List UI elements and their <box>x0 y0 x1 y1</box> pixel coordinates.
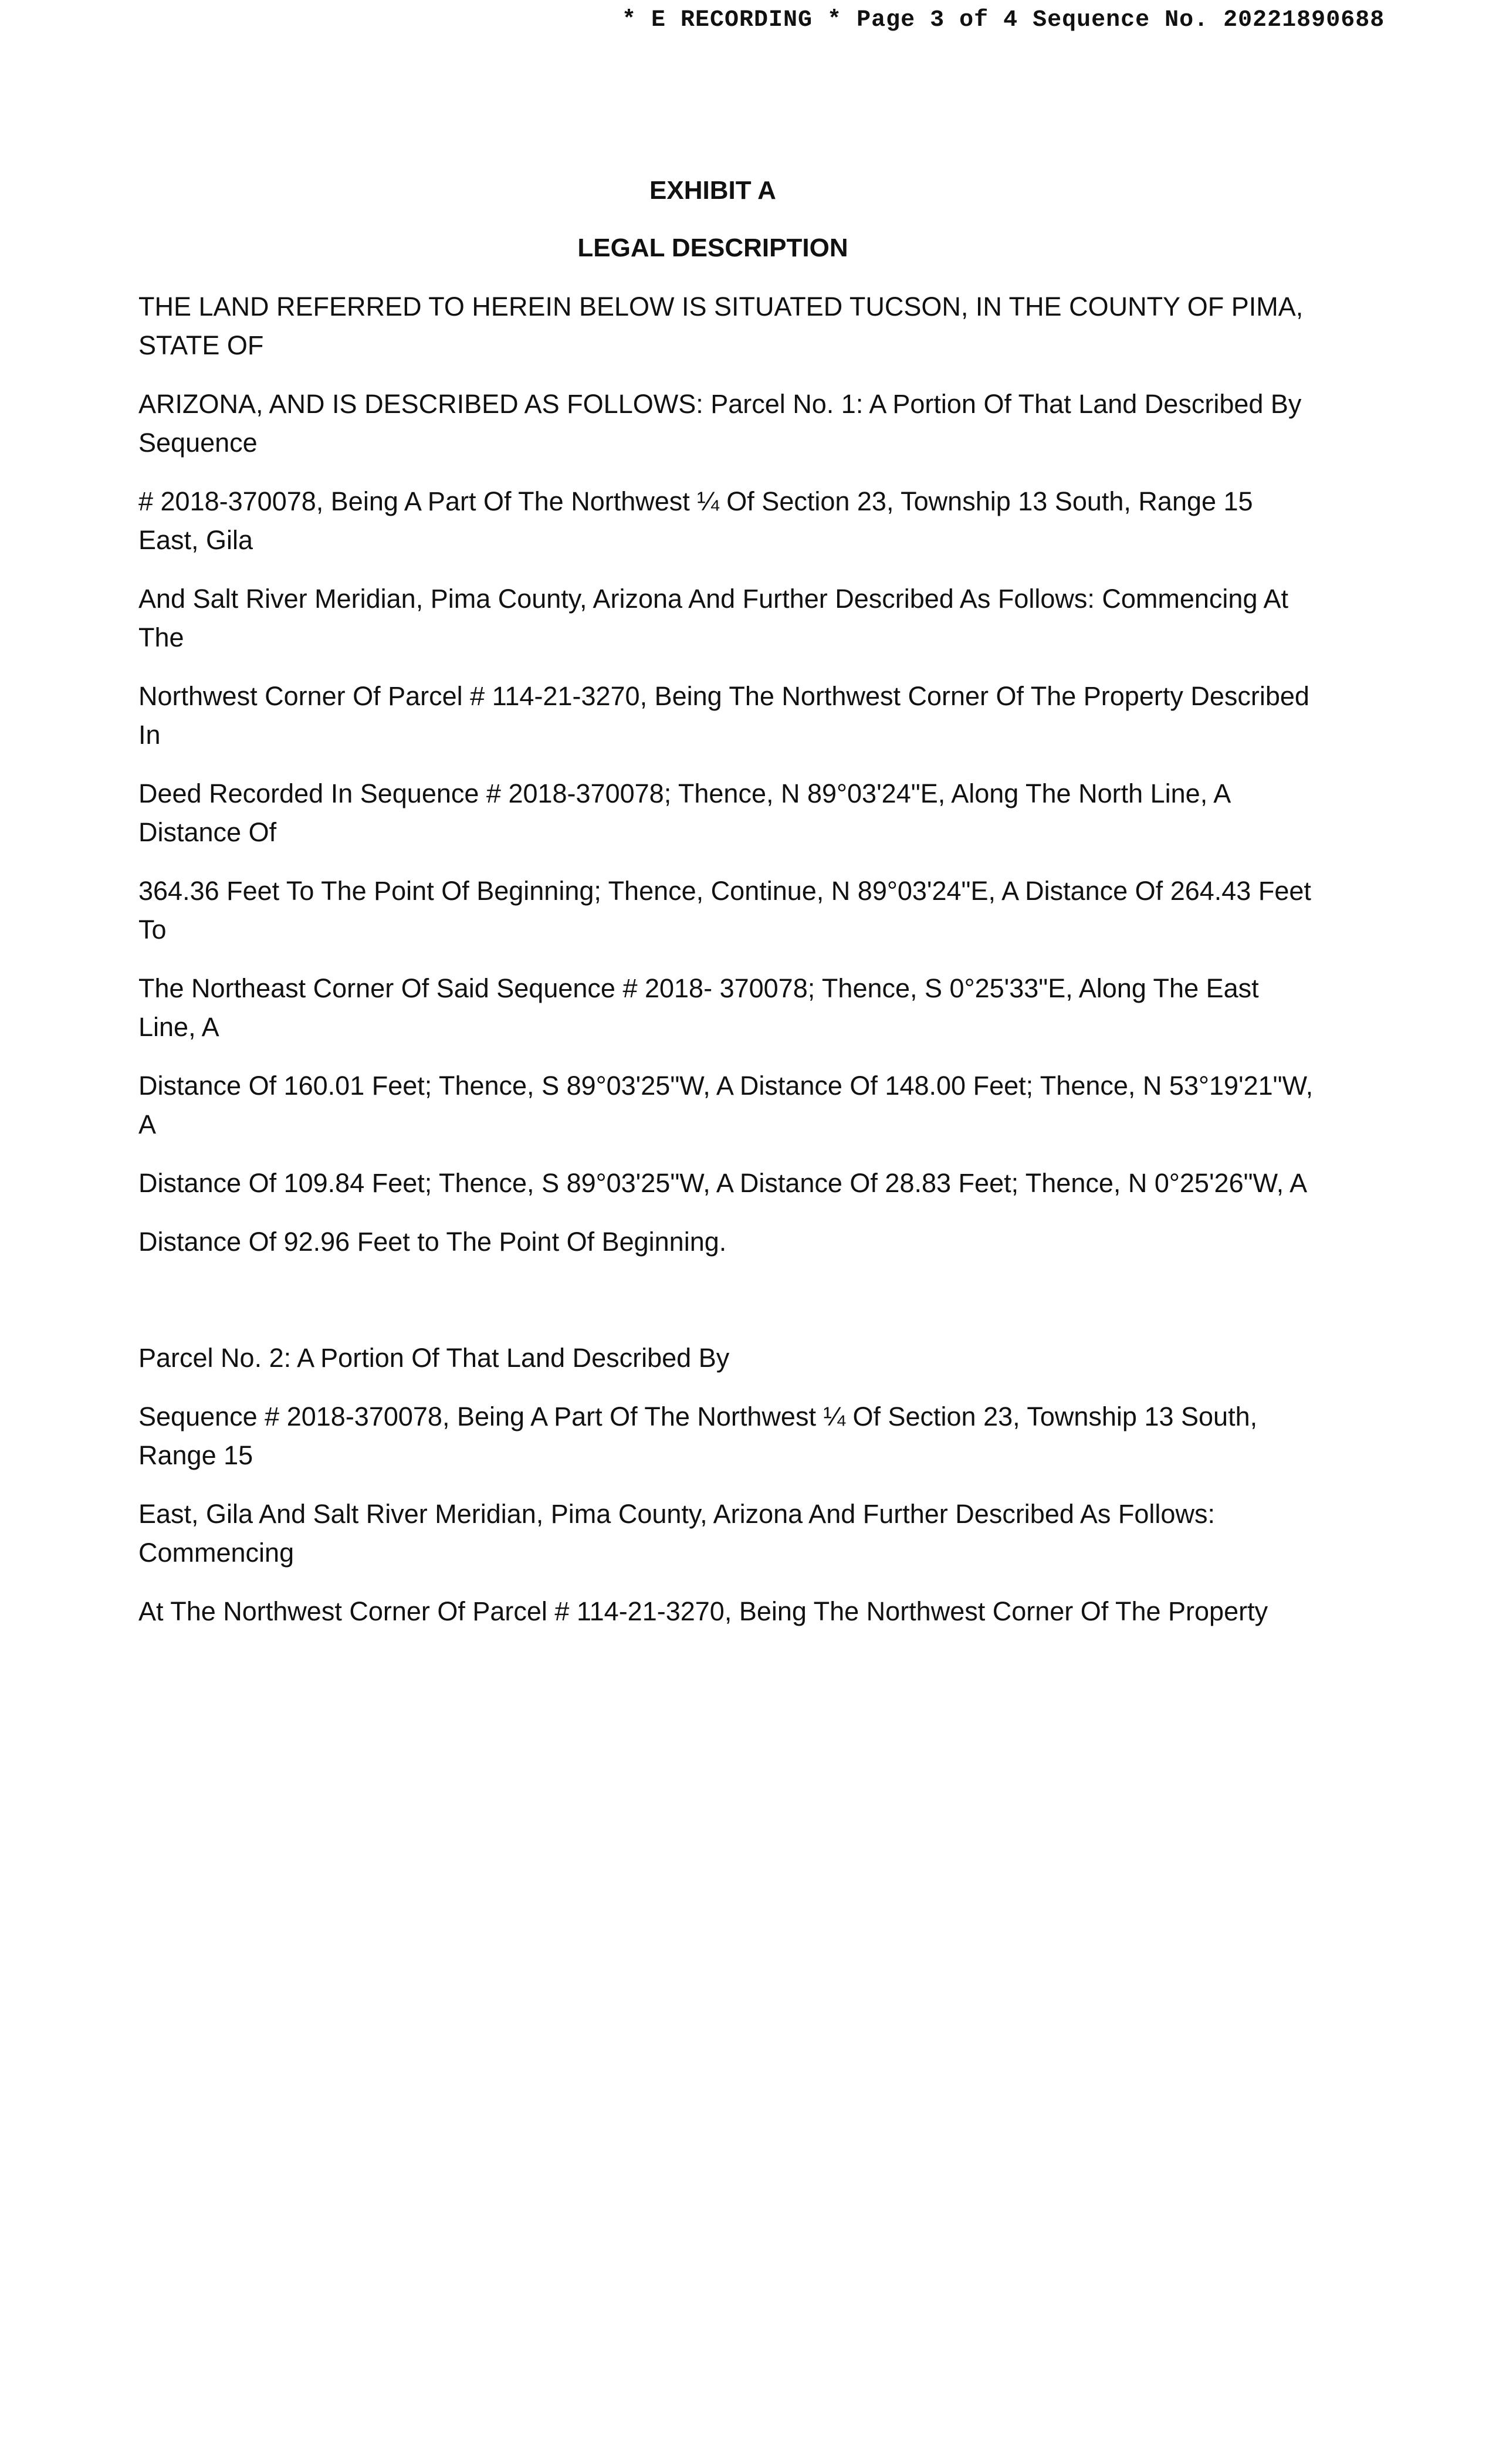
paragraph: Parcel No. 2: A Portion Of That Land Described By <box>138 1343 730 1373</box>
paragraph: At The Northwest Corner Of Parcel # 114-21-3270, Being The Northwest Corner Of The Property <box>138 1596 1268 1626</box>
paragraph: THE LAND REFERRED TO HEREIN BELOW IS SITUATED TUCSON, IN THE COUNTY OF PIMA, STATE OF <box>138 292 1304 360</box>
section-spacer <box>138 1281 1318 1339</box>
paragraph: The Northeast Corner Of Said Sequence # 2018- 370078; Thence, S 0°25'33"E, Along The East Line, A <box>138 973 1259 1042</box>
paragraph: And Salt River Meridian, Pima County, Arizona And Further Described As Follows: Commencing At The <box>138 584 1289 652</box>
paragraph: Northwest Corner Of Parcel # 114-21-3270, Being The Northwest Corner Of The Property Described In <box>138 681 1309 750</box>
legal-description-title: LEGAL DESCRIPTION <box>577 233 848 262</box>
paragraph: Distance Of 160.01 Feet; Thence, S 89°03'25"W, A Distance Of 148.00 Feet; Thence, N 53°19'21"W, A <box>138 1071 1314 1139</box>
legal-description-body <box>138 287 1318 1651</box>
recording-header: * E RECORDING * Page 3 of 4 Sequence No. 20221890688 <box>622 7 1385 33</box>
paragraph: East, Gila And Salt River Meridian, Pima County, Arizona And Further Described As Follows: Commencing <box>138 1499 1215 1568</box>
paragraph: Distance Of 109.84 Feet; Thence, S 89°03'25"W, A Distance Of 28.83 Feet; Thence, N 0°25'26"W, A <box>138 1168 1308 1198</box>
paragraph: ARIZONA, AND IS DESCRIBED AS FOLLOWS: Parcel No. 1: A Portion Of That Land Described By Sequence <box>138 389 1302 458</box>
paragraph: 364.36 Feet To The Point Of Beginning; Thence, Continue, N 89°03'24"E, A Distance Of 264.43 Feet To <box>138 876 1311 945</box>
paragraph: Sequence # 2018-370078, Being A Part Of The Northwest ¼ Of Section 23, Township 13 South, Range 15 <box>138 1402 1258 1470</box>
exhibit-title: EXHIBIT A <box>649 176 776 205</box>
paragraph: Distance Of 92.96 Feet to The Point Of Beginning. <box>138 1227 727 1257</box>
paragraph: # 2018-370078, Being A Part Of The Northwest ¼ Of Section 23, Township 13 South, Range 15 East, Gila <box>138 486 1253 555</box>
paragraph: Deed Recorded In Sequence # 2018-370078; Thence, N 89°03'24"E, Along The North Line, A Distance Of <box>138 779 1230 847</box>
